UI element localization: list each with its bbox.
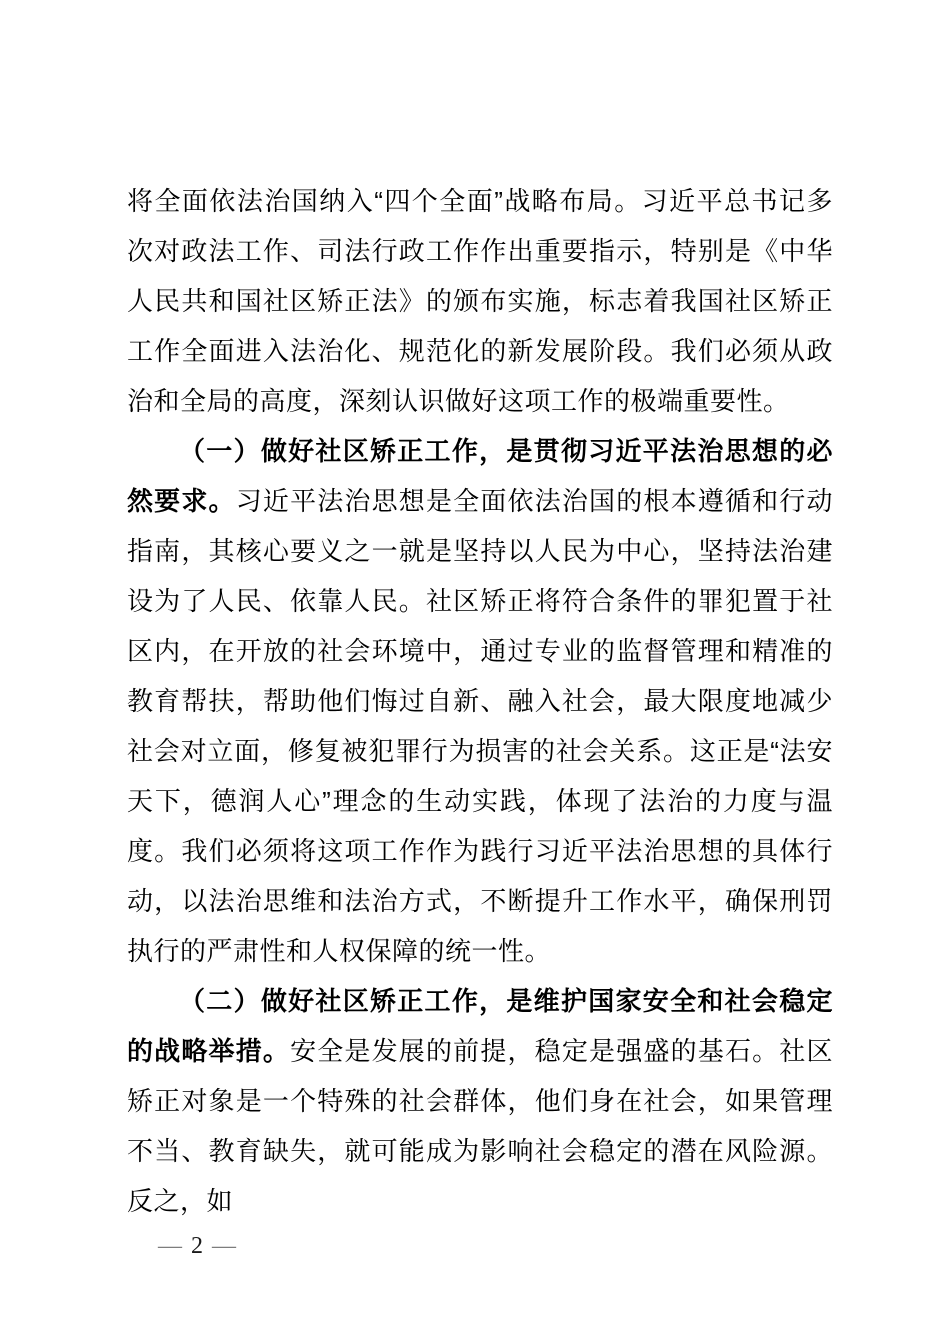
document-body (127, 176, 833, 1226)
page-number-value: 2 (191, 1233, 203, 1259)
paragraph-continuation (127, 176, 833, 426)
paragraph-text: 将全面依法治国纳入“四个全面”战略布局。习近平总书记多次对政法工作、司法行政工作作出重要指示，特别是《中华人民共和国社区矫正法》的颁布实施，标志着我国社区矫正工作全面进入法治化、规范化的新发展阶段。我们必须从政治和全局的高度，深刻认识做好这项工作的极端重要性。 (127, 186, 833, 416)
page-number-left-dash: — (158, 1233, 182, 1259)
page-number (158, 1232, 236, 1260)
paragraph-text: 习近平法治思想是全面依法治国的根本遵循和行动指南，其核心要义之一就是坚持以人民为中心，坚持法治建设为了人民、依靠人民。社区矫正将符合条件的罪犯置于社区内，在开放的社会环境中，通过专业的监督管理和精准的教育帮扶，帮助他们悔过自新、融入社会，最大限度地减少社会对立面，修复被犯罪行为损害的社会关系。这正是“法安天下，德润人心”理念的生动实践，体现了法治的力度与温度。我们必须将这项工作作为践行习近平法治思想的具体行动，以法治思维和法治方式，不断提升工作水平，确保刑罚执行的严肃性和人权保障的统一性。 (127, 486, 833, 966)
paragraph-section-one (127, 426, 833, 976)
paragraph-text: 安全是发展的前提，稳定是强盛的基石。社区矫正对象是一个特殊的社会群体，他们身在社会，如果管理不当、教育缺失，就可能成为影响社会稳定的潜在风险源。反之，如 (127, 1036, 833, 1216)
section-one-heading: （一）做好社区矫正工作，是贯彻习近平法治思想的必然要求。 (127, 436, 833, 516)
page-number-right-dash: — (212, 1233, 236, 1259)
paragraph-section-two (127, 976, 833, 1226)
section-two-heading: （二）做好社区矫正工作，是维护国家安全和社会稳定的战略举措。 (127, 986, 833, 1066)
